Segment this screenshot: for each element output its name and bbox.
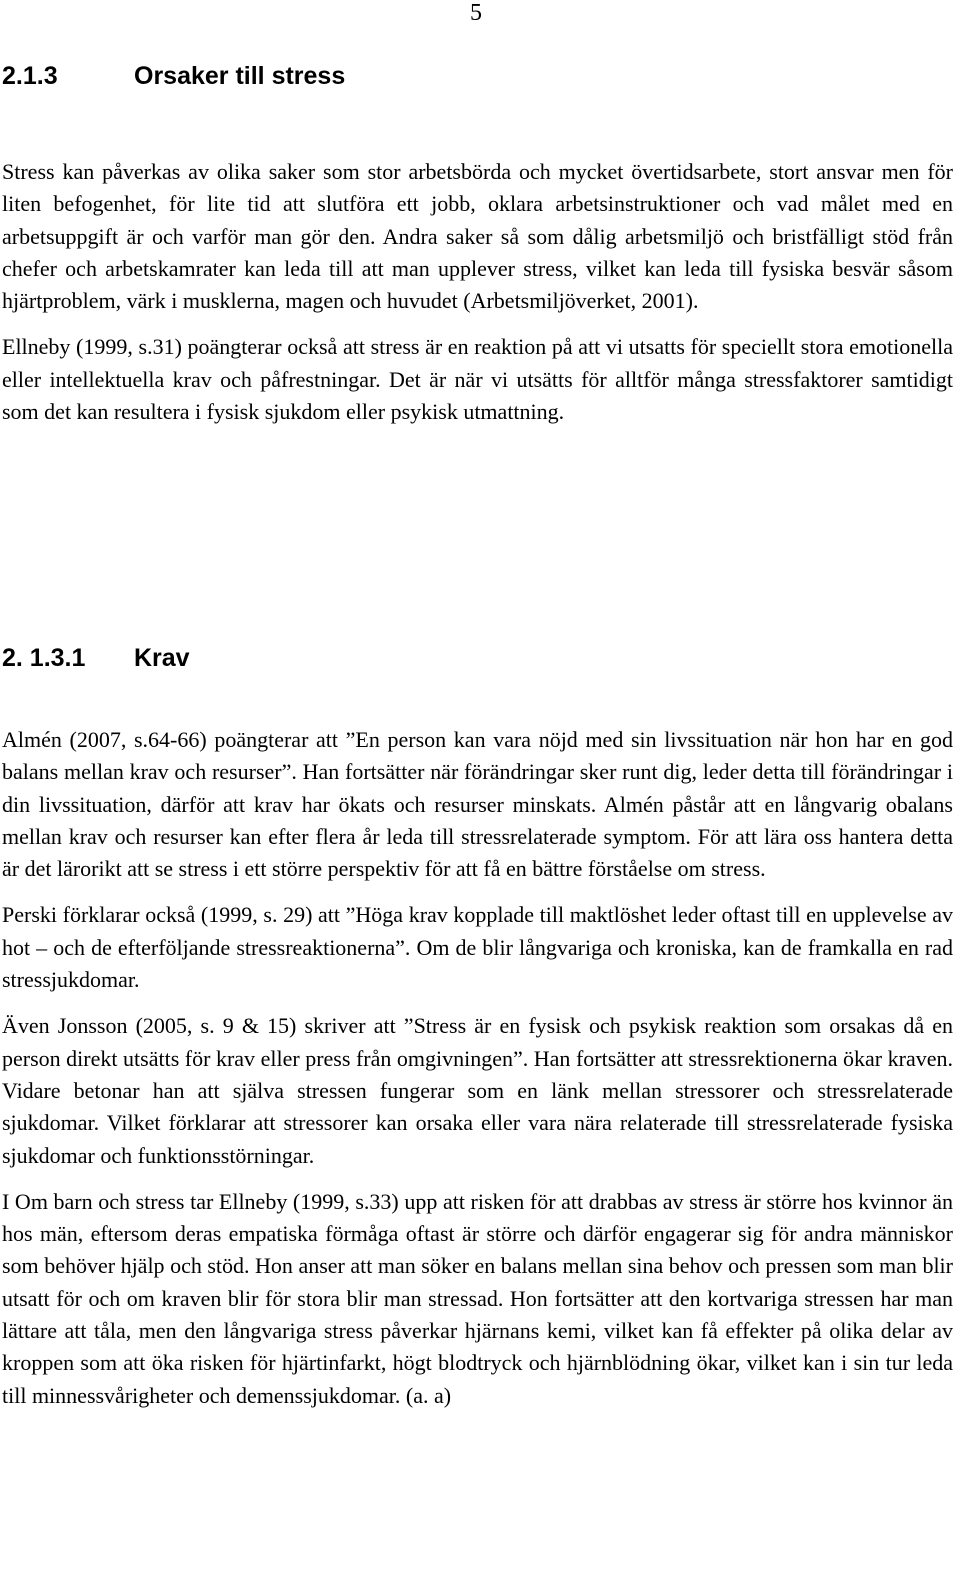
section-body (2, 156, 953, 428)
subsection-title: Krav (134, 644, 190, 672)
section-number: 2.1.3 (2, 62, 58, 90)
subsection-number: 2. 1.3.1 (2, 644, 86, 672)
paragraph: Ellneby (1999, s.31) poängterar också att stress är en reaktion på att vi utsatts för speciellt stora emotionella eller intellektuella krav och påfrestningar. Det är när vi utsätts för alltför många stressfaktorer samtidigt som det kan resultera i fysisk sjukdom eller psykisk utmattning. (2, 334, 953, 425)
paragraph: Även Jonsson (2005, s. 9 & 15) skriver att ”Stress är en fysisk och psykisk reaktion som orsakas då en person direkt utsätts för krav eller press från omgivningen”. Han fortsätter att stressrektionerna ökar kraven. Vidare betonar han att själva stressen fungerar som en länk mellan stressorer och stressrelaterade sjukdomar. Vilket förklarar att stressorer kan orsaka eller vara nära relaterade till stressrelaterade fysiska sjukdomar och funktionsstörningar. (2, 1013, 953, 1168)
section-heading (2, 60, 345, 92)
subsection-heading (2, 642, 190, 674)
section-title: Orsaker till stress (134, 62, 346, 90)
paragraph: Stress kan påverkas av olika saker som stor arbetsbörda och mycket övertidsarbete, stort ansvar men för liten befogenhet, för lite tid att slutföra ett jobb, oklara arbetsinstruktioner och vad målet med en arbetsuppgift är och varför man gör den. Andra saker så som dålig arbetsmiljö och bristfälligt stöd från chefer och arbetskamrater kan leda till att man upplever stress, vilket kan leda till fysiska besvär såsom hjärtproblem, värk i musklerna, magen och huvudet (Arbetsmiljöverket, 2001). (2, 159, 953, 314)
subsection-body (2, 724, 953, 1412)
paragraph: Perski förklarar också (1999, s. 29) att ”Höga krav kopplade till maktlöshet leder oftast till en upplevelse av hot – och de efterföljande stressreaktionerna”. Om de blir långvariga och kroniska, kan de framkalla en rad stressjukdomar. (2, 902, 953, 993)
page-number: 5 (470, 0, 482, 26)
paragraph: Almén (2007, s.64-66) poängterar att ”En person kan vara nöjd med sin livssituation när hon har en god balans mellan krav och resurser”. Han fortsätter när förändringar sker runt dig, leder detta till förändringar i din livssituation, därför att krav har ökats och resurser minskats. Almén påstår att en långvarig obalans mellan krav och resurser kan efter flera år leda till stressrelaterade symptom. För att lära oss hantera detta är det lärorikt att se stress i ett större perspektiv för att få en bättre förståelse om stress. (2, 727, 953, 882)
paragraph: I Om barn och stress tar Ellneby (1999, s.33) upp att risken för att drabbas av stress är större hos kvinnor än hos män, eftersom deras empatiska förmåga oftast är större och därför engagerar sig för andra människor som behöver hjälp och stöd. Hon anser att man söker en balans mellan sina behov och pressen som man blir utsatt för och om kraven blir för stora blir man stressad. Hon fortsätter att den kortvariga stressen har man lättare att tåla, men den långvariga stress påverkar hjärnans kemi, vilket kan få effekter på olika delar av kroppen som att öka risken för hjärtinfarkt, högt blodtryck och hjärnblödning ökar, vilket kan i sin tur leda till minnessvårigheter och demenssjukdomar. (a. a) (2, 1188, 953, 1408)
